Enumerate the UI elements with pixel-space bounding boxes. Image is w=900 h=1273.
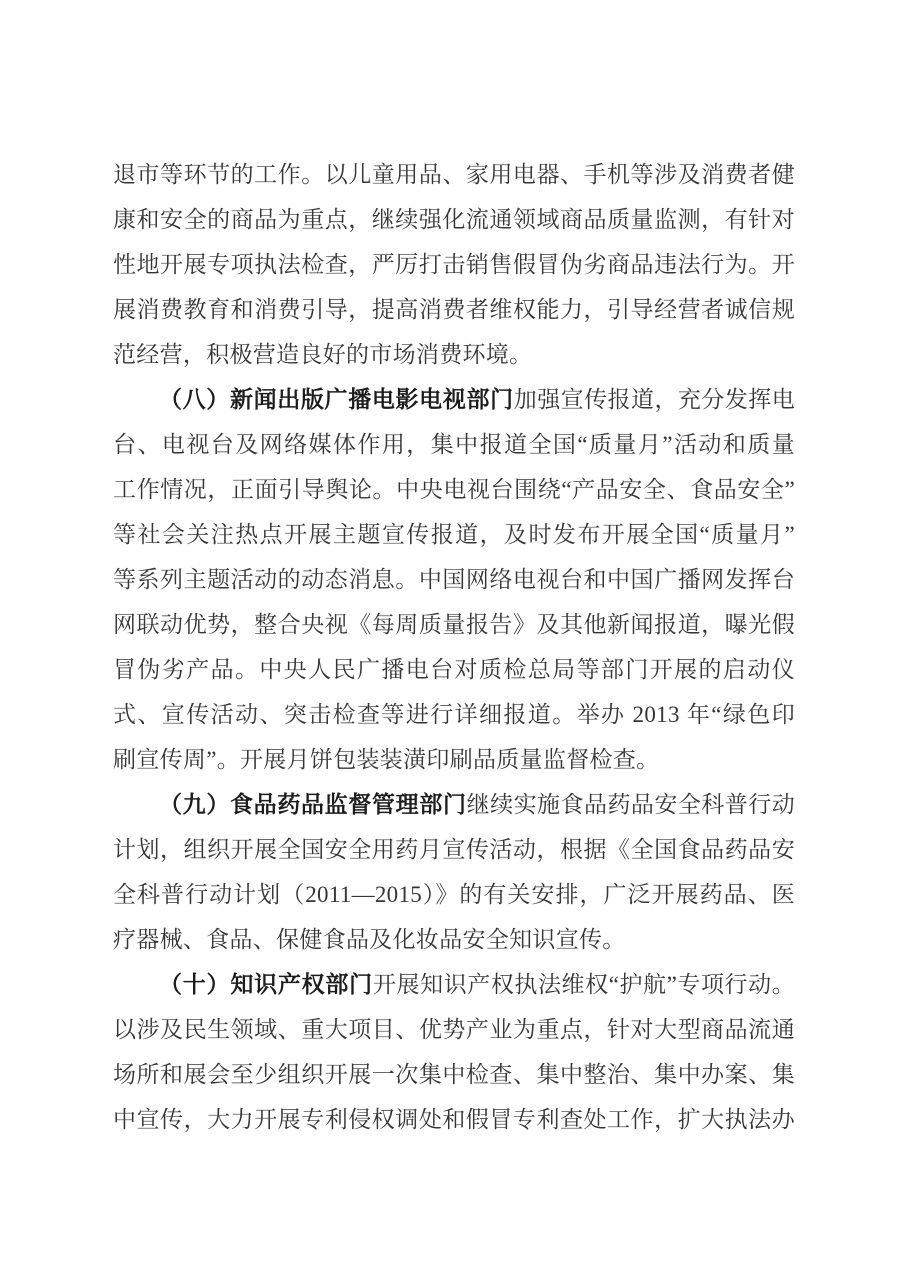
paragraph — [113, 782, 795, 962]
text-run: 退市等环节的工作。以儿童用品、家用电器、手机等涉及消费者健 — [113, 162, 795, 187]
text-line — [113, 422, 795, 467]
text-run: 性地开展专项执法检查，严厉打击销售假冒伪劣商品违法行为。开 — [113, 252, 795, 277]
text-run: 网联动优势，整合央视《每周质量报告》及其他新闻报道，曝光假 — [113, 612, 795, 637]
text-line — [113, 1052, 795, 1097]
text-run: 范经营，积极营造良好的市场消费环境。 — [113, 342, 533, 367]
text-run: 计划，组织开展全国安全用药月宣传活动，根据《全国食品药品安 — [113, 837, 795, 862]
text-line — [113, 647, 795, 692]
text-line — [113, 602, 795, 647]
text-run: 继续实施食品药品安全科普行动 — [466, 792, 795, 817]
text-run: 展消费教育和消费引导，提高消费者维权能力，引导经营者诚信规 — [113, 297, 795, 322]
text-line — [113, 287, 795, 332]
text-line — [113, 917, 795, 962]
text-run: 等社会关注热点开展主题宣传报道，及时发布开展全国“质量月” — [113, 522, 795, 547]
text-run: 台、电视台及网络媒体作用，集中报道全国“质量月”活动和质量 — [113, 432, 795, 457]
text-run: 以涉及民生领域、重大项目、优势产业为重点，针对大型商品流通 — [113, 1017, 795, 1042]
text-run: 疗器械、食品、保健食品及化妆品安全知识宣传。 — [113, 927, 626, 952]
text-line — [113, 197, 795, 242]
text-line — [113, 692, 795, 737]
text-line — [113, 1097, 795, 1142]
text-line — [113, 242, 795, 287]
text-line — [113, 872, 795, 917]
text-run: 冒伪劣产品。中央人民广播电台对质检总局等部门开展的启动仪 — [113, 657, 795, 682]
text-run: 全科普行动计划（2011—2015）》的有关安排，广泛开展药品、医 — [113, 882, 795, 907]
document-body — [113, 152, 795, 1142]
text-line — [113, 467, 795, 512]
text-run: 康和安全的商品为重点，继续强化流通领域商品质量监测，有针对 — [113, 207, 795, 232]
text-line — [113, 962, 795, 1007]
text-line — [113, 512, 795, 557]
text-line — [113, 377, 795, 422]
paragraph — [113, 152, 795, 377]
text-line — [113, 827, 795, 872]
text-run: 式、宣传活动、突击检查等进行详细报道。举办 2013 年“绿色印 — [113, 702, 795, 727]
text-line — [113, 782, 795, 827]
section-heading: （八）新闻出版广播电影电视部门 — [159, 387, 514, 412]
text-run: 刷宣传周”。开展月饼包装装潢印刷品质量监督检查。 — [113, 747, 660, 772]
text-run: 工作情况，正面引导舆论。中央电视台围绕“产品安全、食品安全” — [113, 477, 795, 502]
text-line — [113, 152, 795, 197]
text-line — [113, 332, 795, 377]
text-run: 场所和展会至少组织开展一次集中检查、集中整治、集中办案、集 — [113, 1062, 795, 1087]
text-run: 加强宣传报道，充分发挥电 — [513, 387, 795, 412]
text-line — [113, 737, 795, 782]
paragraph — [113, 962, 795, 1142]
text-line — [113, 557, 795, 602]
section-heading: （九）食品药品监督管理部门 — [159, 792, 467, 817]
section-heading: （十）知识产权部门 — [159, 972, 373, 997]
text-line — [113, 1007, 795, 1052]
paragraph — [113, 377, 795, 782]
text-run: 开展知识产权执法维权“护航”专项行动。 — [372, 972, 795, 997]
text-run: 中宣传，大力开展专利侵权调处和假冒专利查处工作，扩大执法办 — [113, 1107, 795, 1132]
text-run: 等系列主题活动的动态消息。中国网络电视台和中国广播网发挥台 — [113, 567, 795, 592]
